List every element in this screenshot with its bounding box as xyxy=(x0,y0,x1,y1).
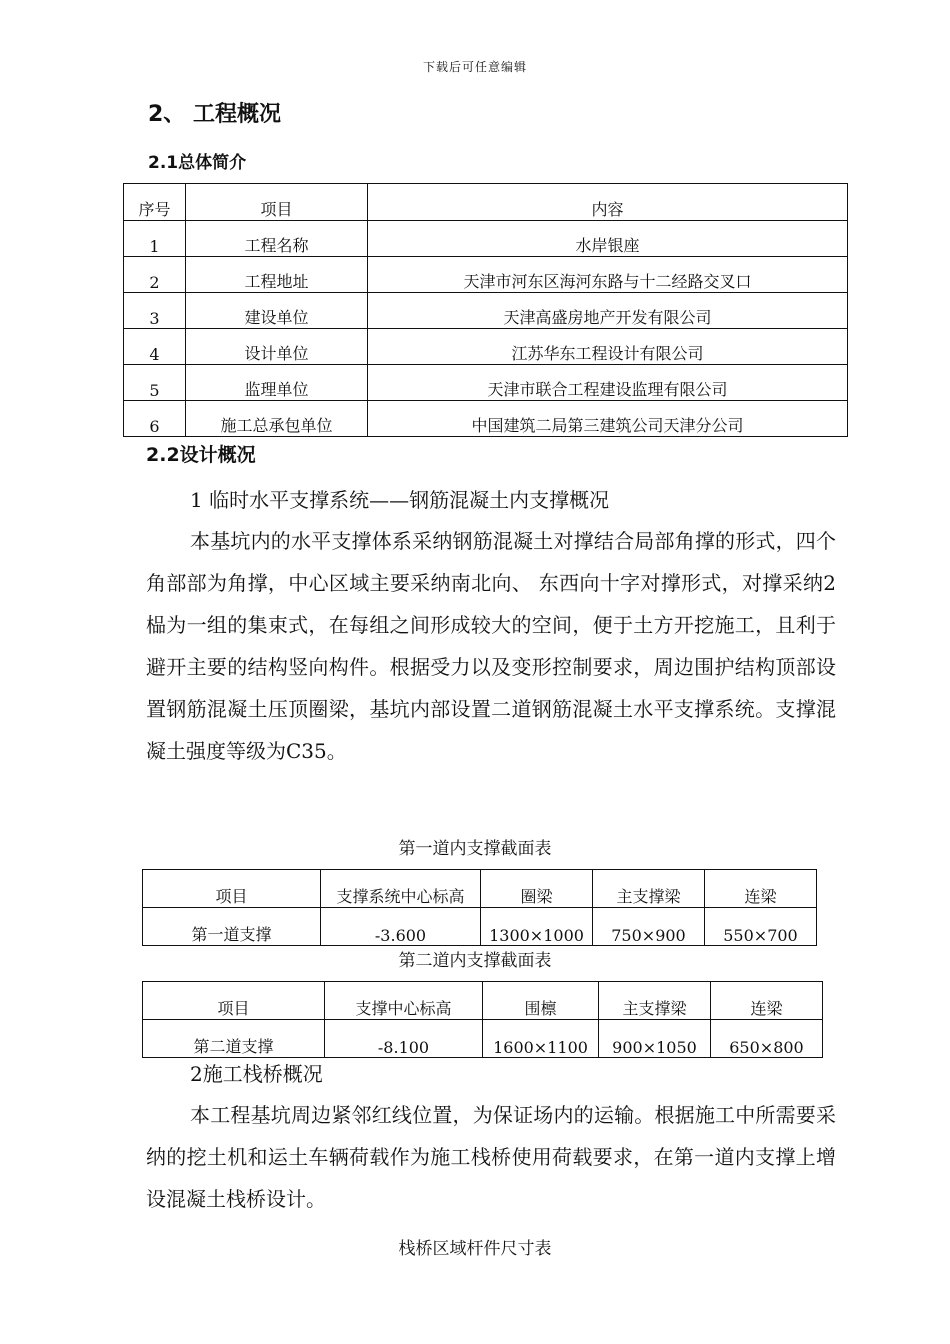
table-cell: 第一道支撑 xyxy=(143,908,321,946)
table-cell: 天津市联合工程建设监理有限公司 xyxy=(368,365,848,401)
table-cell: -8.100 xyxy=(325,1020,483,1058)
header-cell: 连梁 xyxy=(705,870,817,908)
table-row xyxy=(124,401,848,437)
table-row xyxy=(124,329,848,365)
table-cell: 监理单位 xyxy=(186,365,368,401)
header-cell: 主支撑梁 xyxy=(599,982,711,1020)
header-cell: 围檩 xyxy=(483,982,599,1020)
table-cell: 中国建筑二局第三建筑公司天津分公司 xyxy=(368,401,848,437)
table-cell: 3 xyxy=(124,293,186,329)
overview-table xyxy=(123,183,848,437)
subheading-trestle: 2施工栈桥概况 xyxy=(190,1062,323,1086)
table-cell: 建设单位 xyxy=(186,293,368,329)
table-cell: 1 xyxy=(124,221,186,257)
table-cell: 工程地址 xyxy=(186,257,368,293)
subheading-temporary-support: 1 临时水平支撑系统——钢筋混凝土内支撑概况 xyxy=(190,488,610,512)
table-cell: -3.600 xyxy=(321,908,481,946)
header-cell: 支撑中心标高 xyxy=(325,982,483,1020)
table-cell: 水岸银座 xyxy=(368,221,848,257)
table-row xyxy=(143,1020,823,1058)
header-cell: 项目 xyxy=(143,982,325,1020)
table-row xyxy=(143,908,817,946)
header-cell: 内容 xyxy=(368,184,848,221)
table-cell: 第二道支撑 xyxy=(143,1020,325,1058)
header-cell: 项目 xyxy=(186,184,368,221)
header-cell: 连梁 xyxy=(711,982,823,1020)
header-cell: 圈梁 xyxy=(481,870,593,908)
paragraph-support-description: 本基坑内的水平支撑体系采纳钢筋混凝土对撑结合局部角撑的形式，四个角部部为角撑，中心区域主要采纳南北向、 东西向十字对撑形式，对撑采纳2榀为一组的集束式，在每组之间形成较大的空间，便于土方开挖施工，且利于避开主要的结构竖向构件。根据受力以及变形控制要求，周边围护结构顶部设置钢筋混凝土压顶圈梁，基坑内部设置二道钢筋混凝土水平支撑系统。支撑混凝土强度等级为C35。 xyxy=(146,529,836,763)
table-cell: 2 xyxy=(124,257,186,293)
table-cell: 设计单位 xyxy=(186,329,368,365)
table-cell: 天津市河东区海河东路与十二经路交叉口 xyxy=(368,257,848,293)
header-cell: 项目 xyxy=(143,870,321,908)
table-header-row xyxy=(143,870,817,908)
table-cell: 4 xyxy=(124,329,186,365)
table-row xyxy=(124,365,848,401)
subsection-title-2-2: 2.2设计概况 xyxy=(146,444,256,466)
table-cell: 江苏华东工程设计有限公司 xyxy=(368,329,848,365)
header-cell: 序号 xyxy=(124,184,186,221)
first-support-table xyxy=(142,869,817,946)
table-cell: 5 xyxy=(124,365,186,401)
second-support-table xyxy=(142,981,823,1058)
table-cell: 750×900 xyxy=(593,908,705,946)
table-cell: 工程名称 xyxy=(186,221,368,257)
table-row xyxy=(124,257,848,293)
table-header-row xyxy=(124,184,848,221)
header-cell: 主支撑梁 xyxy=(593,870,705,908)
table-cell: 天津高盛房地产开发有限公司 xyxy=(368,293,848,329)
table-header-row xyxy=(143,982,823,1020)
table-caption-second-support: 第二道内支撑截面表 xyxy=(398,951,552,971)
table-cell: 550×700 xyxy=(705,908,817,946)
paragraph-trestle-description: 本工程基坑周边紧邻红线位置，为保证场内的运输。根据施工中所需要采纳的挖土机和运土车辆荷载作为施工栈桥使用荷载要求，在第一道内支撑上增设混凝土栈桥设计。 xyxy=(146,1103,836,1211)
table-cell: 施工总承包单位 xyxy=(186,401,368,437)
table-caption-trestle: 栈桥区域杆件尺寸表 xyxy=(398,1239,552,1259)
page-header: 下载后可任意编辑 xyxy=(422,60,527,74)
table-caption-first-support: 第一道内支撑截面表 xyxy=(398,839,552,859)
table-cell: 6 xyxy=(124,401,186,437)
section-title: 2、 工程概况 xyxy=(148,102,281,127)
table-cell: 1600×1100 xyxy=(483,1020,599,1058)
table-row xyxy=(124,221,848,257)
table-row xyxy=(124,293,848,329)
subsection-title-2-1: 2.1总体简介 xyxy=(148,153,247,173)
header-cell: 支撑系统中心标高 xyxy=(321,870,481,908)
table-cell: 650×800 xyxy=(711,1020,823,1058)
table-cell: 1300×1000 xyxy=(481,908,593,946)
table-cell: 900×1050 xyxy=(599,1020,711,1058)
